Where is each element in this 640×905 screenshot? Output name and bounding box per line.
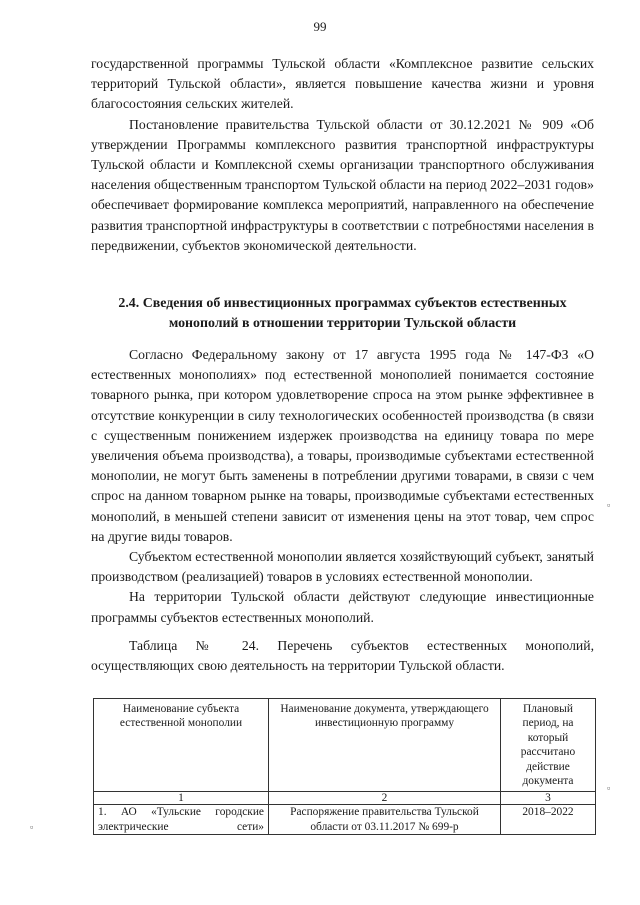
monopolies-table [93,698,596,835]
text-block-main [91,345,594,676]
header-cell: Наименование документа, утверждающего инвестиционную программу [269,699,501,792]
scan-mark: ▫ [607,783,611,793]
period-cell: 2018–2022 [501,805,596,835]
header-cell: Наименование субъекта естественной монополии [94,699,269,792]
table-row [94,805,596,835]
document-cell: Распоряжение правительства Тульской области от 03.11.2017 № 699-р [269,805,501,835]
page-number: 99 [313,19,327,34]
column-number: 3 [501,792,596,805]
paragraph: Согласно Федеральному закону от 17 августа 1995 года № 147-ФЗ «О естественных монополиях» под естественной монополией понимается состояние товарного рынка, при котором удовлетворение спроса на этом рынке эффективнее в отсутствие конкуренции в силу технологических особенностей производства (в связи с существенным понижением издержек производства на единицу товара по мере увеличения объема производства), а товары, производимые субъектами естественной монополии, не могут быть заменены в потреблении другими товарами, в связи с чем спрос на данном товарном рынке на товары, производимые субъектами естественных монополий, в меньшей степени зависит от изменения цены на этот товар, чем спрос на другие виды товаров. [91,347,594,544]
column-number: 2 [269,792,501,805]
paragraph: Субъектом естественной монополии является хозяйствующий субъект, занятый производством (реализацией) товаров в условиях естественной монополии. [91,549,594,585]
subject-cell: 1. АО «Тульские городские электрические сети» [94,805,269,835]
text-block-top [91,54,594,256]
paragraph: Постановление правительства Тульской области от 30.12.2021 № 909 «Об утверждении Программы комплексного развития транспортной инфраструктуры Тульской области и Комплексной схемы организации транспортного обслуживания населения общественным транспортом Тульской области на период 2022–2031 годов» обеспечивает формирование комплекса мероприятий, направленного на обеспечение развития транспортной инфраструктуры в соответствии с потребностями населения в передвижении, субъектов экономической деятельности. [91,116,594,253]
column-number: 1 [94,792,269,805]
header-cell: Плановый период, на который рассчитано действие документа [501,699,596,792]
scan-mark: ▫ [607,500,611,510]
table-column-numbers-row [94,792,596,805]
table-header-row [94,699,596,792]
paragraph: На территории Тульской области действуют следующие инвестиционные программы субъектов естественных монополий. [91,589,594,625]
section-heading: 2.4. Сведения об инвестиционных программах субъектов естественных монополий в отношении территории Тульской области [118,296,567,331]
scan-mark: ▫ [30,822,34,832]
table-caption: Таблица № 24. Перечень субъектов естественных монополий, осуществляющих свою деятельность на территории Тульской области. [91,637,594,674]
paragraph: государственной программы Тульской области «Комплексное развитие сельских территорий Тульской области», является повышение качества жизни и уровня благосостояния сельских жителей. [91,56,594,112]
